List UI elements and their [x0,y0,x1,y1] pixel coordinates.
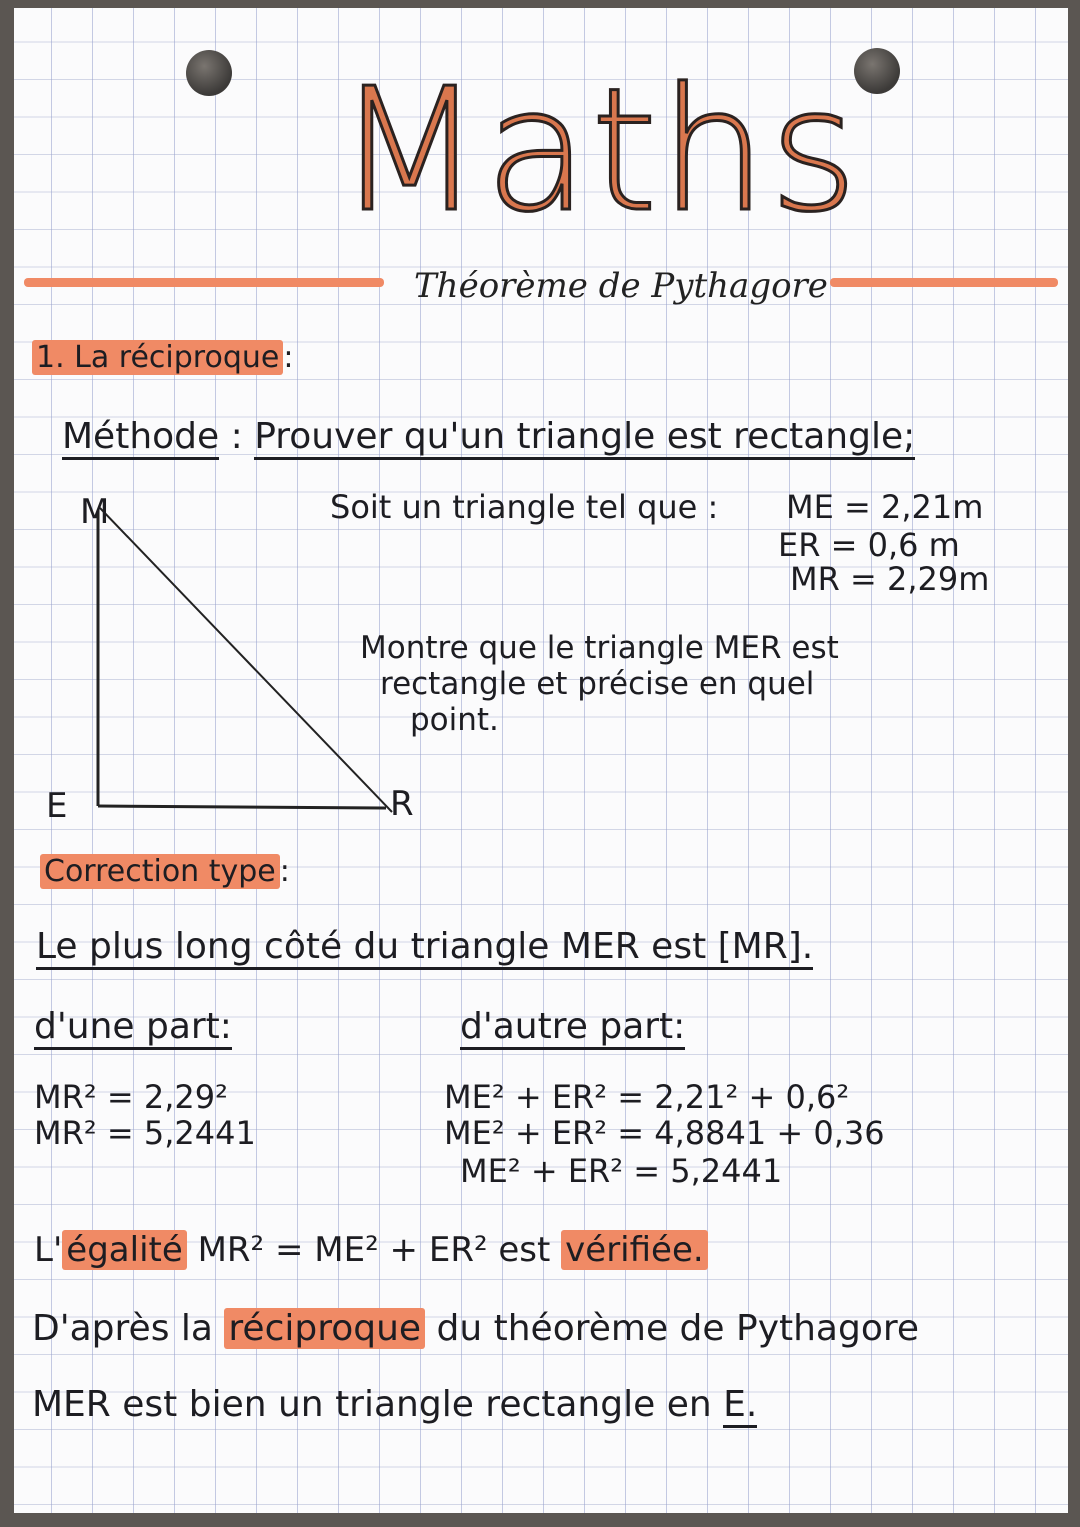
right-line-3: ME² + ER² = 5,2441 [460,1152,783,1190]
section-heading-text: 1. La réciproque [32,340,283,375]
left-column-title: d'une part: [34,1006,232,1047]
equality-highlight: égalité [62,1230,186,1270]
method-line: Méthode : Prouver qu'un triangle est rectangle; [62,416,915,457]
punch-hole-left [186,50,232,96]
punch-hole-right [854,48,900,94]
right-angle-point: E. [723,1384,757,1428]
given-me: ME = 2,21m [786,488,984,526]
equality-statement: L' égalité MR² = ME² + ER² est vérifiée. [34,1230,708,1270]
vertex-label-r: R [390,784,414,824]
section-heading: 1. La réciproque : [32,340,293,375]
left-line-1: MR² = 2,29² [34,1078,228,1116]
instruction-line-1: Montre que le triangle MER est [360,630,839,666]
vertex-label-m: M [80,492,110,532]
instruction-line-3: point. [410,702,499,738]
final-statement: MER est bien un triangle rectangle en E. [32,1384,757,1425]
given-mr: MR = 2,29m [790,560,990,598]
given-er: ER = 0,6 m [778,526,960,564]
right-line-1: ME² + ER² = 2,21² + 0,6² [444,1078,850,1116]
method-text: Prouver qu'un triangle est rectangle; [254,416,915,460]
correction-heading-text: Correction type [40,854,280,889]
conclusion-statement: D'après la réciproque du théorème de Pythagore [32,1308,920,1349]
notebook-page [14,8,1068,1513]
page-title: Maths [336,52,860,250]
correction-heading: Correction type : [40,854,290,889]
vertex-label-e: E [46,786,68,826]
instruction-line-2: rectangle et précise en quel [380,666,815,702]
given-intro: Soit un triangle tel que : [330,488,719,526]
page-subtitle: Théorème de Pythagore [414,266,828,306]
reciprocal-highlight: réciproque [224,1308,425,1349]
method-label: Méthode [62,416,219,460]
verified-highlight: vérifiée. [561,1230,708,1270]
right-column-title: d'autre part: [460,1006,685,1047]
right-line-2: ME² + ER² = 4,8841 + 0,36 [444,1114,885,1152]
title-rule-left [24,278,384,287]
longest-side-statement: Le plus long côté du triangle MER est [MR]. [36,926,813,967]
left-line-2: MR² = 5,2441 [34,1114,256,1152]
title-rule-right [830,278,1058,287]
